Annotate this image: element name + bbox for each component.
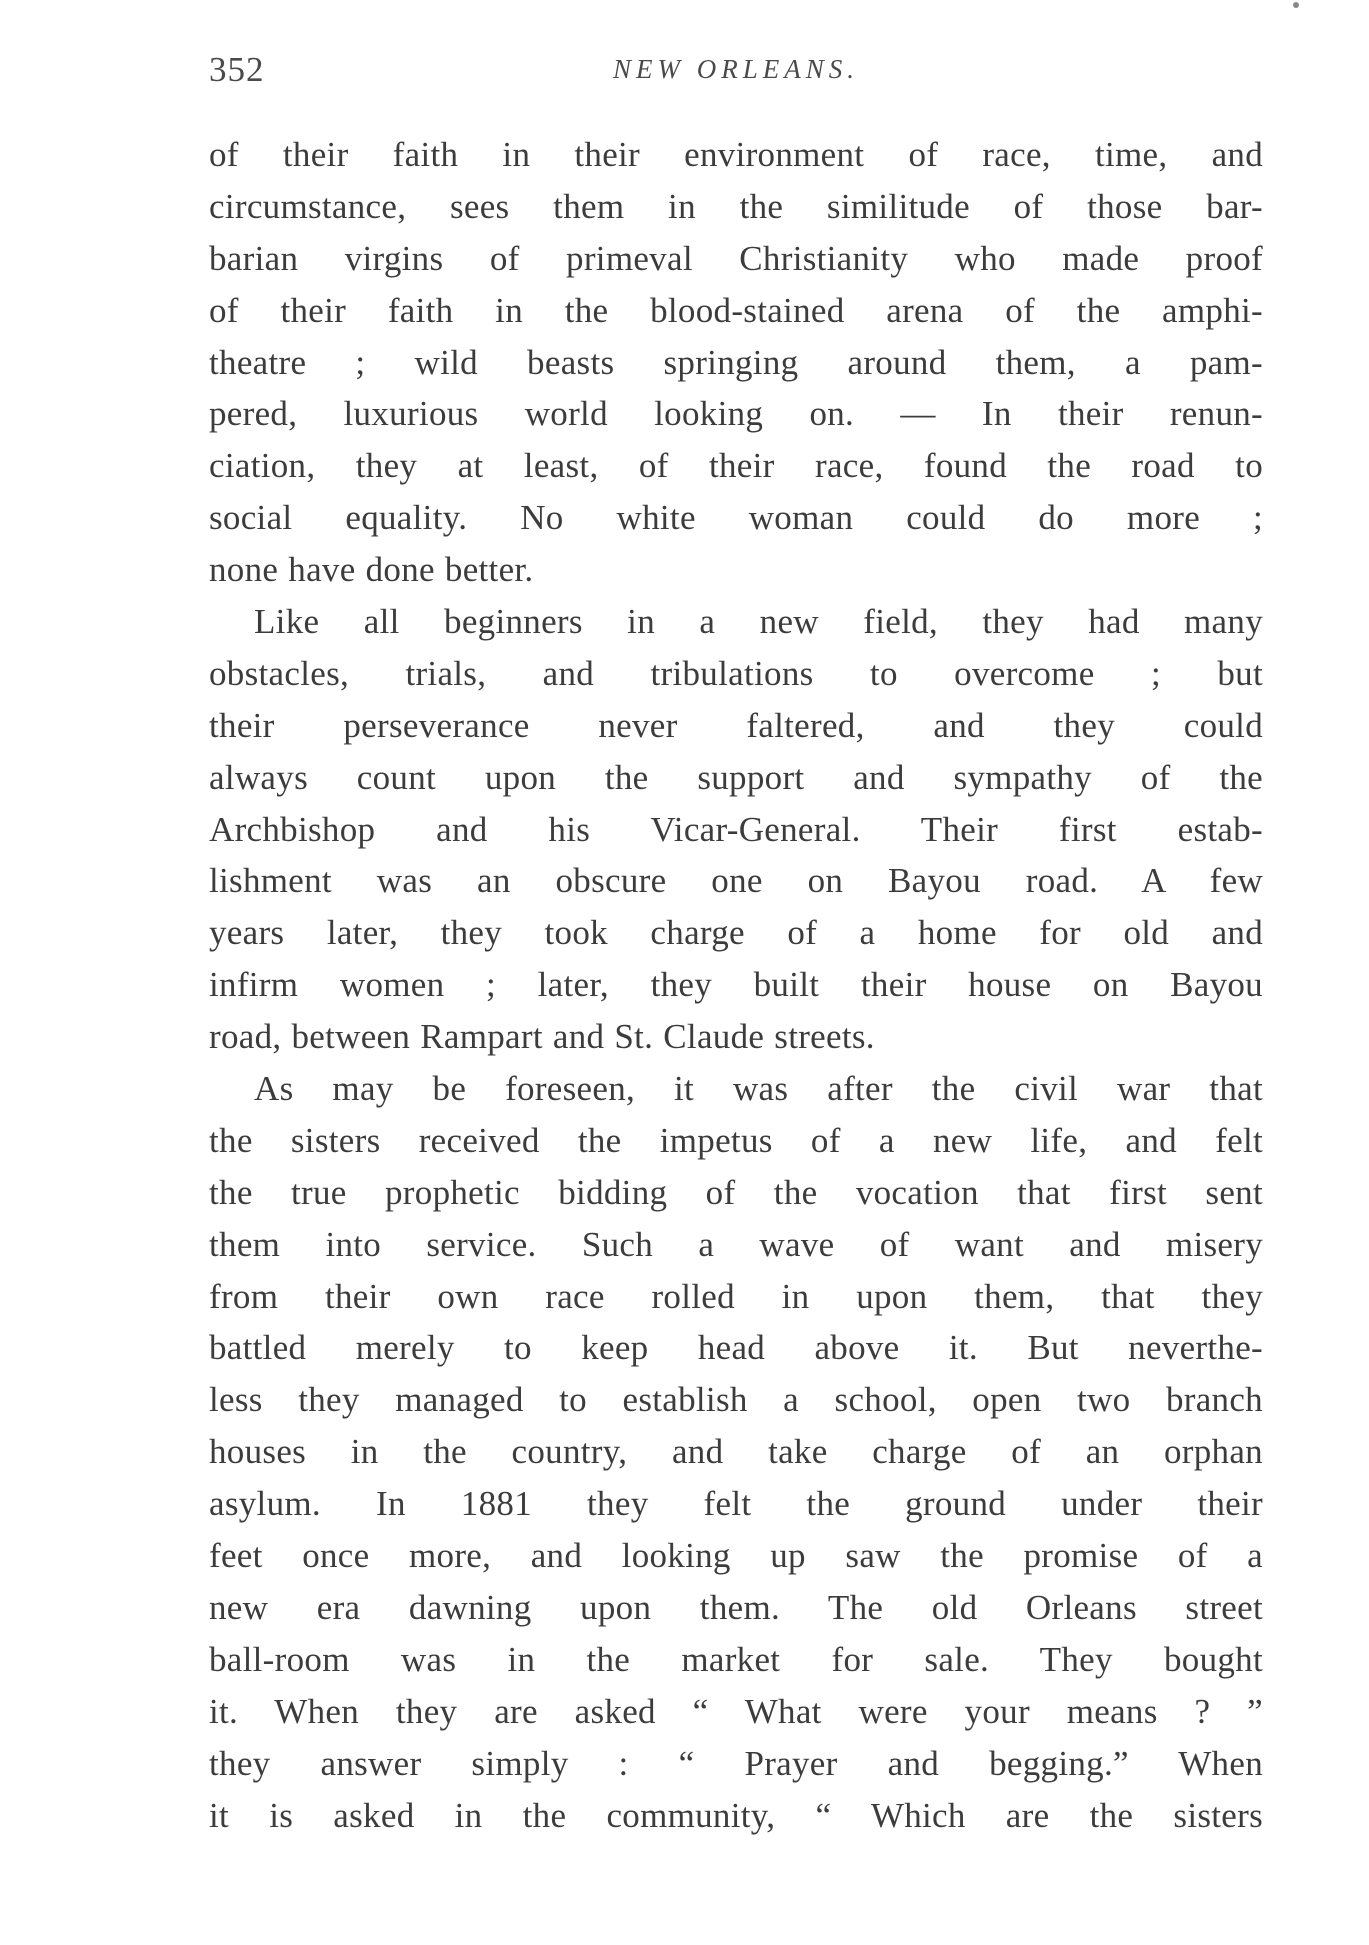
- text-line: road, between Rampart and St. Claude streets.: [209, 1017, 875, 1057]
- text-line: Like all beginners in a new field, they had many: [254, 602, 1263, 642]
- text-line: ball-room was in the market for sale. They bought: [209, 1639, 1263, 1679]
- text-line: asylum. In 1881 they felt the ground under their: [209, 1484, 1263, 1524]
- text-line: the sisters received the impetus of a new life, and felt: [209, 1120, 1263, 1160]
- text-line: feet once more, and looking up saw the promise of a: [209, 1536, 1263, 1576]
- running-title: NEW ORLEANS.: [613, 54, 859, 84]
- text-line: they answer simply : “ Prayer and begging.” When: [209, 1743, 1263, 1783]
- text-line: pered, luxurious world looking on. — In their renun-: [209, 394, 1263, 434]
- text-line: years later, they took charge of a home for old and: [209, 913, 1263, 953]
- text-line: of their faith in the blood-stained arena of the amphi-: [209, 290, 1263, 330]
- text-line: of their faith in their environment of race, time, and: [209, 135, 1263, 174]
- text-line: social equality. No white woman could do more ;: [209, 498, 1263, 538]
- text-line: always count upon the support and sympathy of the: [209, 757, 1263, 797]
- page-number: 352: [209, 50, 265, 89]
- text-line: the true prophetic bidding of the vocation that first sent: [209, 1172, 1263, 1212]
- text-line: obstacles, trials, and tribulations to overcome ; but: [209, 653, 1263, 693]
- text-line: houses in the country, and take charge of an orphan: [209, 1432, 1263, 1472]
- text-line: new era dawning upon them. The old Orleans street: [209, 1587, 1263, 1627]
- text-line: barian virgins of primeval Christianity who made proof: [209, 238, 1263, 278]
- page-header: [209, 50, 1263, 100]
- text-line: it is asked in the community, “ Which are the sisters: [209, 1795, 1263, 1835]
- text-line: it. When they are asked “ What were your means ? ”: [209, 1691, 1263, 1731]
- text-line: battled merely to keep head above it. But neverthe-: [209, 1328, 1263, 1368]
- text-line: As may be foreseen, it was after the civil war that: [254, 1069, 1263, 1109]
- text-line: infirm women ; later, they built their house on Bayou: [209, 965, 1263, 1005]
- text-line: circumstance, sees them in the similitude of those bar-: [209, 186, 1263, 226]
- text-line: lishment was an obscure one on Bayou road. A few: [209, 861, 1263, 901]
- text-line: them into service. Such a wave of want and misery: [209, 1224, 1263, 1264]
- text-line: from their own race rolled in upon them, that they: [209, 1276, 1263, 1316]
- text-line: their perseverance never faltered, and they could: [209, 705, 1263, 745]
- page-speck: [1293, 2, 1299, 8]
- text-line: ciation, they at least, of their race, found the road to: [209, 446, 1263, 486]
- body-text: [209, 129, 1263, 1841]
- text-line: Archbishop and his Vicar-General. Their first estab-: [209, 809, 1263, 849]
- text-line: none have done better.: [209, 550, 534, 590]
- text-line: theatre ; wild beasts springing around them, a pam-: [209, 342, 1263, 382]
- text-line: less they managed to establish a school, open two branch: [209, 1380, 1263, 1420]
